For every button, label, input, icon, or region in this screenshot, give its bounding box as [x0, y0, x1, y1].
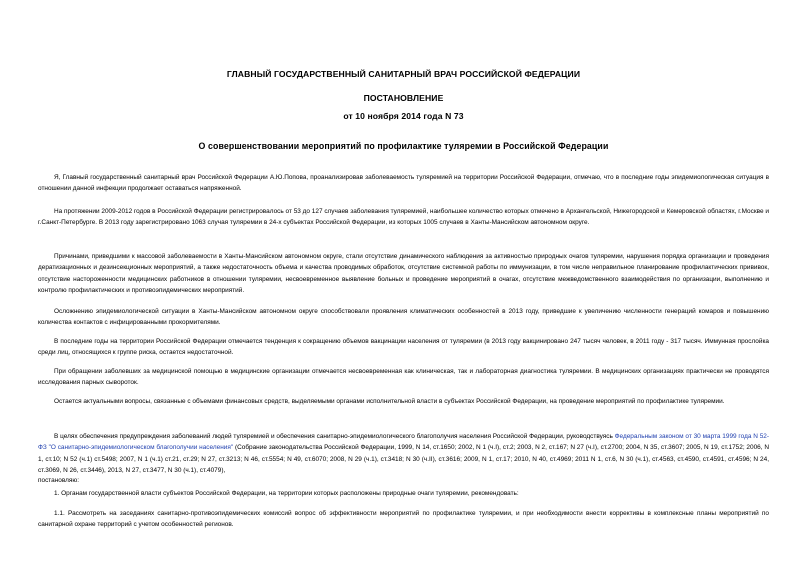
- paragraph-diagnostics: При обращении заболевших за медицинской помощью в медицинские организации отмечается несвоевременная как клиническая, так и лабораторная диагностика туляремии. В медицинских организациях практически не проводятся исследования парных сывороток.: [38, 368, 769, 387]
- paragraph-item-1-1: 1.1. Рассмотреть на заседаниях санитарно-противоэпидемических комиссий вопрос об эффективности мероприятий по профилактике туляремии, и при необходимости внести коррективы в комплексные планы мероприятий по санитарной охране территорий с учетом особенностей регионов.: [38, 510, 769, 529]
- paragraph-funding: Остается актуальными вопросы, связанные с объемами финансовых средств, выделяемыми органами исполнительной власти в субъектах Российской Федерации, на проведение мероприятий по профилактике туляремии.: [54, 398, 725, 405]
- issuing-authority: ГЛАВНЫЙ ГОСУДАРСТВЕННЫЙ САНИТАРНЫЙ ВРАЧ РОССИЙСКОЙ ФЕДЕРАЦИИ: [226, 69, 581, 79]
- paragraph-analysis: Я, Главный государственный санитарный врач Российской Федерации А.Ю.Попова, проанализировав заболеваемость туляремией на территории Российской Федерации, отмечаю, что в последние годы эпидемиологическая ситуация в отношении данной инфекции продолжает оставаться напряженной.: [38, 174, 769, 193]
- paragraph-vaccination: В последние годы на территории Российской Федерации отмечается тенденция к сокращению объемов вакцинации населения от туляремии (в 2013 году вакцинировано 247 тысяч человек, в 2011 году - 317 тысяч. Иммунная прослойка среди лиц, относящихся к группе риска, остается недостаточной.: [38, 338, 769, 357]
- paragraph-causes: Причинами, приведшими к массовой заболеваемости в Ханты-Мансийском автономном округе, стали отсутствие динамического наблюдения за активностью природных очагов туляремии, нарушения порядка организации и проведения дератизационных и дезинсекционных мероприятий, а также недостаточность объема и качества проводимых обработок, отсутствие системной работы по иммунизации, в том числе неправильное планирование профилактических прививок, отсутствие настороженности медицинских работников в отношении туляремии, несвоевременное выявление больных и проведение мероприятий в очагах, отсутствие межведомственного взаимодействия по организации, выполнению и контролю профилактических и противоэпидемических мероприятий.: [38, 253, 769, 295]
- paragraph-legal-basis: [38, 431, 769, 477]
- paragraph-resolve: постановляю:: [38, 477, 80, 484]
- document-type: ПОСТАНОВЛЕНИЕ: [363, 93, 444, 103]
- paragraph-climate: Осложнению эпидемиологической ситуации в Ханты-Мансийском автономном округе способствовали проявления климатических особенностей в 2013 году, приведшие к увеличению численности генераций комаров и повышению количества контактов с инфицированными прокормителями.: [38, 308, 769, 327]
- legal-basis-citations: (Собрание законодательства Российской Федерации, 1999, N 14, ст.1650; 2002, N 1 (ч.I), ст.2; 2003, N 2, ст.167; N 27 (ч.I), ст.2700; 2004, N 35, ст.3607; 2005, N 19, ст.1752; 2006, N 1, ст.10; N 52 (ч.1) ст.5498; 2007, N 1 (ч.1) ст.21, ст.29; N 27, ст.3213; N 46, ст.5554; N 49, ст.6070; 2008, N 29 (ч.1), ст.3418; N 30 (ч.II), ст.3616; 2009, N 1, ст.17; 2010, N 40, ст.4969; 2011 N 1, ст.6, N 30 (ч.1), ст.4563, ст.4590, ст.4591, ст.4596; N 24, ст.3069, N 26, ст.3446), 2013, N 27, ст.3477, N 30 (ч.1), ст.4079),: [38, 444, 769, 475]
- federal-law-link[interactable]: Федеральным законом от 30 марта 1999 года N 52-ФЗ "О санитарно-эпидемиологическом благополучии населения": [38, 433, 769, 452]
- paragraph-item-1: 1. Органам государственной власти субъектов Российской Федерации, на территории которых расположены природные очаги туляремии, рекомендовать:: [54, 490, 519, 497]
- document-title: О совершенствовании мероприятий по профилактике туляремии в Российской Федерации: [198, 141, 609, 151]
- document-date-number: от 10 ноября 2014 года N 73: [343, 111, 464, 121]
- legal-basis-intro: В целях обеспечения предупреждения заболеваний людей туляремией и обеспечения санитарно-эпидемиологического благополучия населения Российской Федерации, руководствуясь: [54, 433, 615, 440]
- paragraph-statistics: На протяжении 2009-2012 годов в Российской Федерации регистрировалось от 53 до 127 случаев заболевания туляремией, наибольшее количество которых отмечено в Архангельской, Нижегородской и Кемеровской областях, г.Москве и г.Санкт-Петербурге. В 2013 году зарегистрировано 1063 случая туляремии в 24-х субъектах Российской Федерации, из которых 1005 случаев в Ханты-Мансийском автономном округе.: [38, 208, 769, 227]
